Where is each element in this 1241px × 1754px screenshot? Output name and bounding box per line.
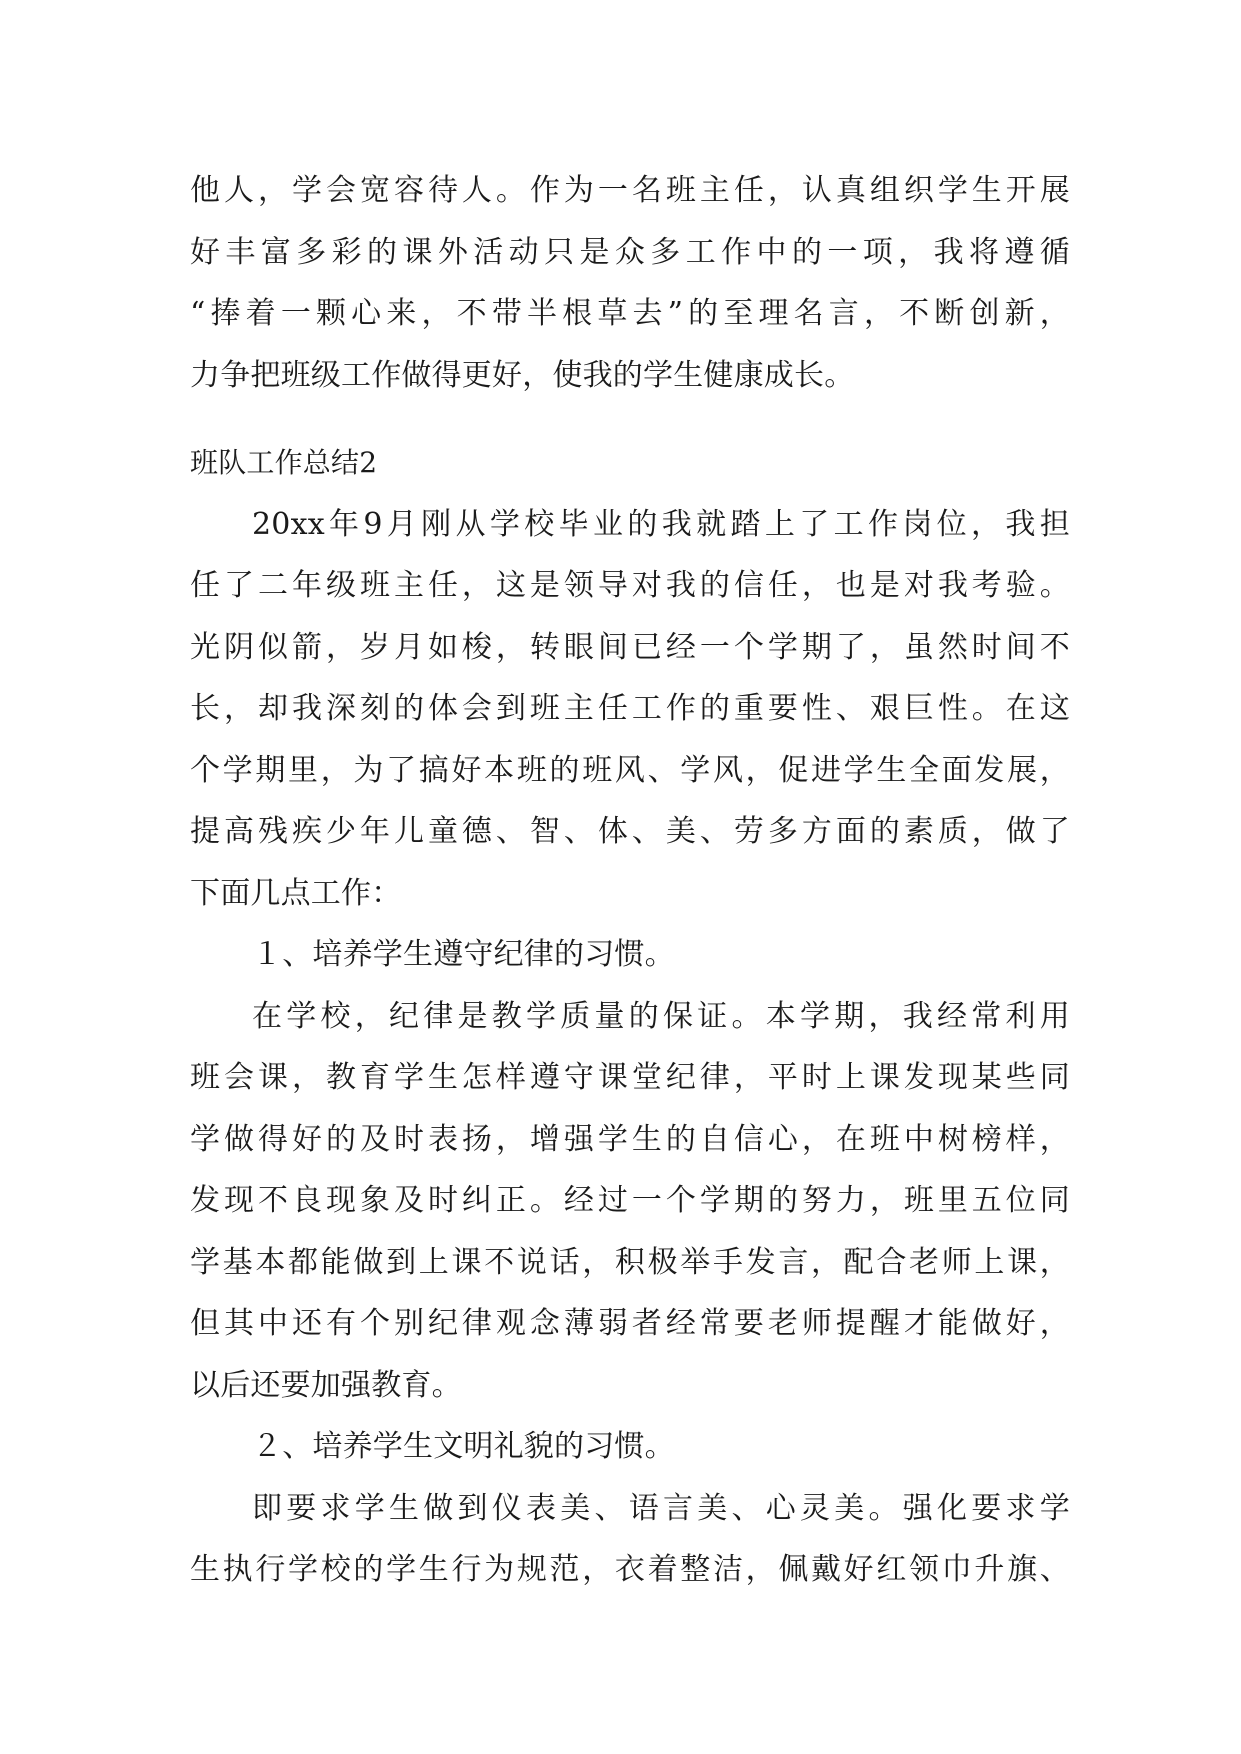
paragraph-line: 发现不良现象及时纠正。经过一个学期的努力，班里五位同: [190, 1183, 1070, 1218]
paragraph-line: 即要求学生做到仪表美、语言美、心灵美。强化要求学: [252, 1490, 1070, 1526]
list-item-heading: １、培养学生遵守纪律的习惯。: [252, 937, 675, 972]
paragraph-line: “捧着一颗心来，不带半根草去”的至理名言，不断创新，: [190, 296, 1070, 331]
paragraph-line: 任了二年级班主任，这是领导对我的信任，也是对我考验。: [190, 568, 1070, 603]
section-spacer: [190, 406, 1070, 432]
paragraph-line: 班会课，教育学生怎样遵守课堂纪律，平时上课发现某些同: [190, 1060, 1070, 1095]
paragraph-line: 20xx年9月刚从学校毕业的我就踏上了工作岗位，我担: [252, 506, 1070, 542]
list-item-heading: ２、培养学生文明礼貌的习惯。: [252, 1429, 675, 1464]
paragraph-line: 光阴似箭，岁月如梭，转眼间已经一个学期了，虽然时间不: [190, 629, 1070, 665]
paragraph-line: 在学校，纪律是教学质量的保证。本学期，我经常利用: [252, 998, 1070, 1034]
paragraph-line: 学基本都能做到上课不说话，积极举手发言，配合老师上课，: [190, 1244, 1070, 1280]
paragraph-line: 但其中还有个别纪律观念薄弱者经常要老师提醒才能做好，: [190, 1306, 1070, 1341]
section-title: 班队工作总结2: [190, 446, 378, 479]
document-page: [190, 160, 1070, 1601]
paragraph-line: 长，却我深刻的体会到班主任工作的重要性、艰巨性。在这: [190, 691, 1070, 726]
paragraph-line: 好丰富多彩的课外活动只是众多工作中的一项，我将遵循: [190, 234, 1070, 270]
paragraph-line: 以后还要加强教育。: [190, 1367, 462, 1403]
paragraph-line: 下面几点工作：: [190, 875, 402, 911]
paragraph-line: 他人，学会宽容待人。作为一名班主任，认真组织学生开展: [190, 173, 1070, 208]
paragraph-line: 个学期里，为了搞好本班的班风、学风，促进学生全面发展，: [190, 752, 1070, 788]
paragraph-line: 生执行学校的学生行为规范，衣着整洁，佩戴好红领巾升旗、: [190, 1552, 1070, 1587]
paragraph-line: 力争把班级工作做得更好，使我的学生健康成长。: [190, 357, 855, 393]
paragraph-line: 学做得好的及时表扬，增强学生的自信心，在班中树榜样，: [190, 1121, 1070, 1157]
paragraph-line: 提高残疾少年儿童德、智、体、美、劳多方面的素质，做了: [190, 814, 1070, 849]
